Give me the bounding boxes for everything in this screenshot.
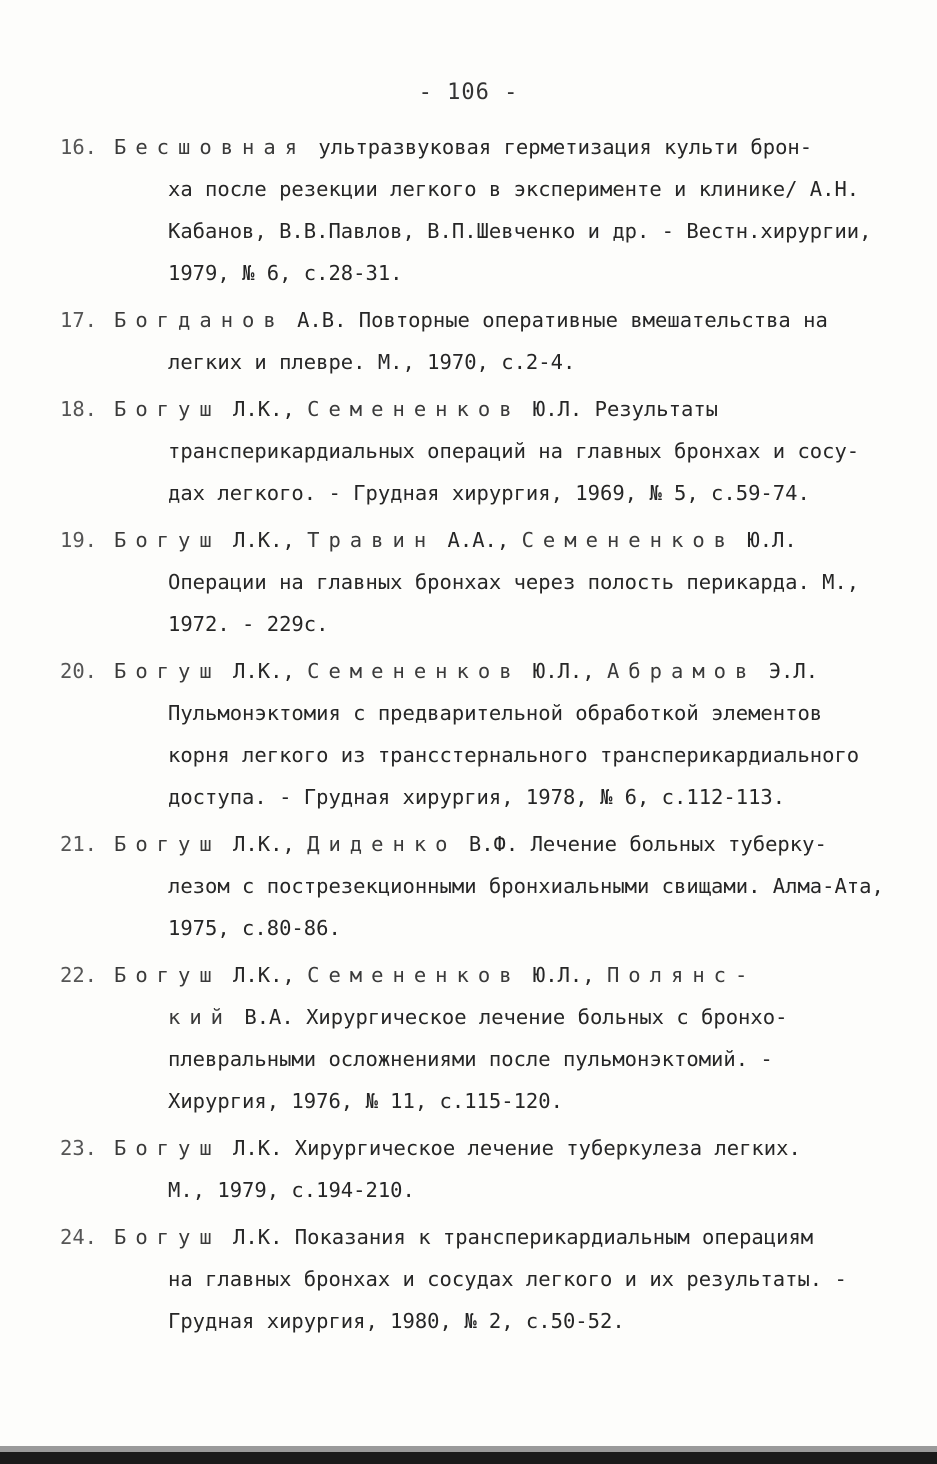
author-name-spaced: Бесшовная (114, 135, 307, 159)
reference-continuation-line (60, 1038, 920, 1080)
reference-entry (60, 650, 920, 818)
reference-first-line (60, 954, 920, 996)
author-name-spaced: Богуш (114, 1225, 221, 1249)
reference-first-line (60, 1216, 920, 1258)
reference-continuation-line (60, 907, 920, 949)
reference-text: трансперикардиальных операций на главных бронхах и сосу- (168, 439, 860, 463)
reference-text: Ю.Л., (520, 659, 607, 683)
reference-first-line (60, 519, 920, 561)
reference-text: В.А. Хирургическое лечение больных с бронхо- (232, 1005, 788, 1029)
reference-continuation-line (60, 603, 920, 645)
reference-text: доступа. - Грудная хирургия, 1978, № 6, с.112-113. (168, 785, 786, 809)
reference-entry (60, 823, 920, 949)
reference-continuation-line (60, 472, 920, 514)
author-name-spaced: Семененков (521, 528, 736, 552)
reference-text: Л.К., (220, 528, 308, 552)
reference-continuation-line (60, 210, 920, 252)
reference-first-line (60, 299, 920, 341)
author-name-spaced: кий (168, 1005, 233, 1029)
reference-entry (60, 1127, 920, 1211)
reference-entry (60, 299, 920, 383)
reference-number: 16. (60, 135, 98, 159)
reference-continuation-line (60, 1080, 920, 1122)
reference-continuation-line (60, 865, 920, 907)
reference-number: 19. (60, 528, 98, 552)
author-name-spaced: Богуш (114, 397, 221, 421)
reference-text: Ю.Л., (520, 963, 607, 987)
reference-entry (60, 1216, 920, 1342)
author-name-spaced: Семененков (307, 963, 521, 987)
author-name-spaced: Травин (307, 528, 436, 552)
reference-text: Л.К. Хирургическое лечение туберкулеза легких. (220, 1136, 801, 1160)
reference-text: М., 1979, с.194-210. (168, 1178, 415, 1202)
author-name-spaced: Богуш (114, 528, 221, 552)
reference-continuation-line (60, 1300, 920, 1342)
reference-number: 24. (60, 1225, 98, 1249)
reference-list (60, 126, 920, 1342)
reference-continuation-line (60, 996, 920, 1038)
author-name-spaced: Семененков (307, 659, 521, 683)
reference-text: легких и плевре. М., 1970, с.2-4. (168, 350, 576, 374)
reference-continuation-line (60, 561, 920, 603)
reference-text: 1979, № 6, с.28-31. (168, 261, 403, 285)
author-name-spaced: Абрамов (606, 659, 757, 683)
reference-continuation-line (60, 252, 920, 294)
author-name-spaced: Богуш (114, 963, 221, 987)
reference-text: Ю.Л. Результаты (520, 397, 719, 421)
reference-text: В.Ф. Лечение больных туберку- (456, 832, 827, 856)
reference-first-line (60, 650, 920, 692)
reference-text: Хирургия, 1976, № 11, с.115-120. (168, 1089, 563, 1113)
author-name-spaced: Богуш (114, 659, 221, 683)
reference-continuation-line (60, 168, 920, 210)
reference-entry (60, 519, 920, 645)
reference-text: Л.К., (220, 397, 308, 421)
reference-continuation-line (60, 1169, 920, 1211)
reference-text: на главных бронхах и сосудах легкого и их результаты. - (168, 1267, 847, 1291)
reference-text: ха после резекции легкого в эксперименте и клинике/ А.Н. (168, 177, 860, 201)
reference-number: 23. (60, 1136, 98, 1160)
reference-text: Э.Л. (756, 659, 819, 683)
reference-first-line (60, 388, 920, 430)
reference-text: лезом с пострезекционными бронхиальными свищами. Алма-Ата, (168, 874, 884, 898)
reference-text: А.А., (435, 528, 522, 552)
reference-text: Л.К., (220, 659, 308, 683)
author-name-spaced: Полянс- (606, 963, 757, 987)
reference-text: Пульмонэктомия с предварительной обработкой элементов (168, 701, 823, 725)
page-number: - 106 - (418, 80, 519, 105)
reference-entry (60, 126, 920, 294)
reference-number: 20. (60, 659, 98, 683)
reference-text: Ю.Л. (735, 528, 797, 552)
reference-entry (60, 388, 920, 514)
reference-continuation-line (60, 734, 920, 776)
reference-first-line (60, 1127, 920, 1169)
scan-edge (0, 1452, 937, 1464)
reference-text: дах легкого. - Грудная хирургия, 1969, № 5, с.59-74. (168, 481, 810, 505)
reference-continuation-line (60, 341, 920, 383)
reference-text: Л.К., (220, 963, 308, 987)
reference-entry (60, 954, 920, 1122)
author-name-spaced: Богуш (114, 832, 221, 856)
reference-first-line (60, 823, 920, 865)
reference-text: 1975, с.80-86. (168, 916, 341, 940)
author-name-spaced: Богуш (114, 1136, 221, 1160)
reference-text: корня легкого из трансстернального трансперикардиального (168, 743, 860, 767)
reference-text: Операции на главных бронхах через полость перикарда. М., (168, 570, 860, 594)
reference-text: ультразвуковая герметизация культи брон- (306, 135, 813, 159)
reference-first-line (60, 126, 920, 168)
reference-text: 1972. - 229с. (168, 612, 329, 636)
reference-continuation-line (60, 430, 920, 472)
reference-number: 18. (60, 397, 98, 421)
reference-text: Л.К., (220, 832, 308, 856)
reference-number: 17. (60, 308, 98, 332)
reference-text: плевральными осложнениями после пульмонэктомий. - (168, 1047, 773, 1071)
reference-number: 21. (60, 832, 98, 856)
author-name-spaced: Диденко (307, 832, 457, 856)
reference-continuation-line (60, 776, 920, 818)
reference-number: 22. (60, 963, 98, 987)
reference-continuation-line (60, 692, 920, 734)
reference-text: А.В. Повторные оперативные вмешательства на (284, 308, 828, 332)
author-name-spaced: Семененков (307, 397, 521, 421)
reference-text: Кабанов, В.В.Павлов, В.П.Шевченко и др. - Вестн.хирургии, (168, 219, 872, 243)
reference-text: Л.К. Показания к трансперикардиальным операциям (220, 1225, 814, 1249)
reference-text: Грудная хирургия, 1980, № 2, с.50-52. (168, 1309, 625, 1333)
reference-continuation-line (60, 1258, 920, 1300)
author-name-spaced: Богданов (114, 308, 285, 332)
